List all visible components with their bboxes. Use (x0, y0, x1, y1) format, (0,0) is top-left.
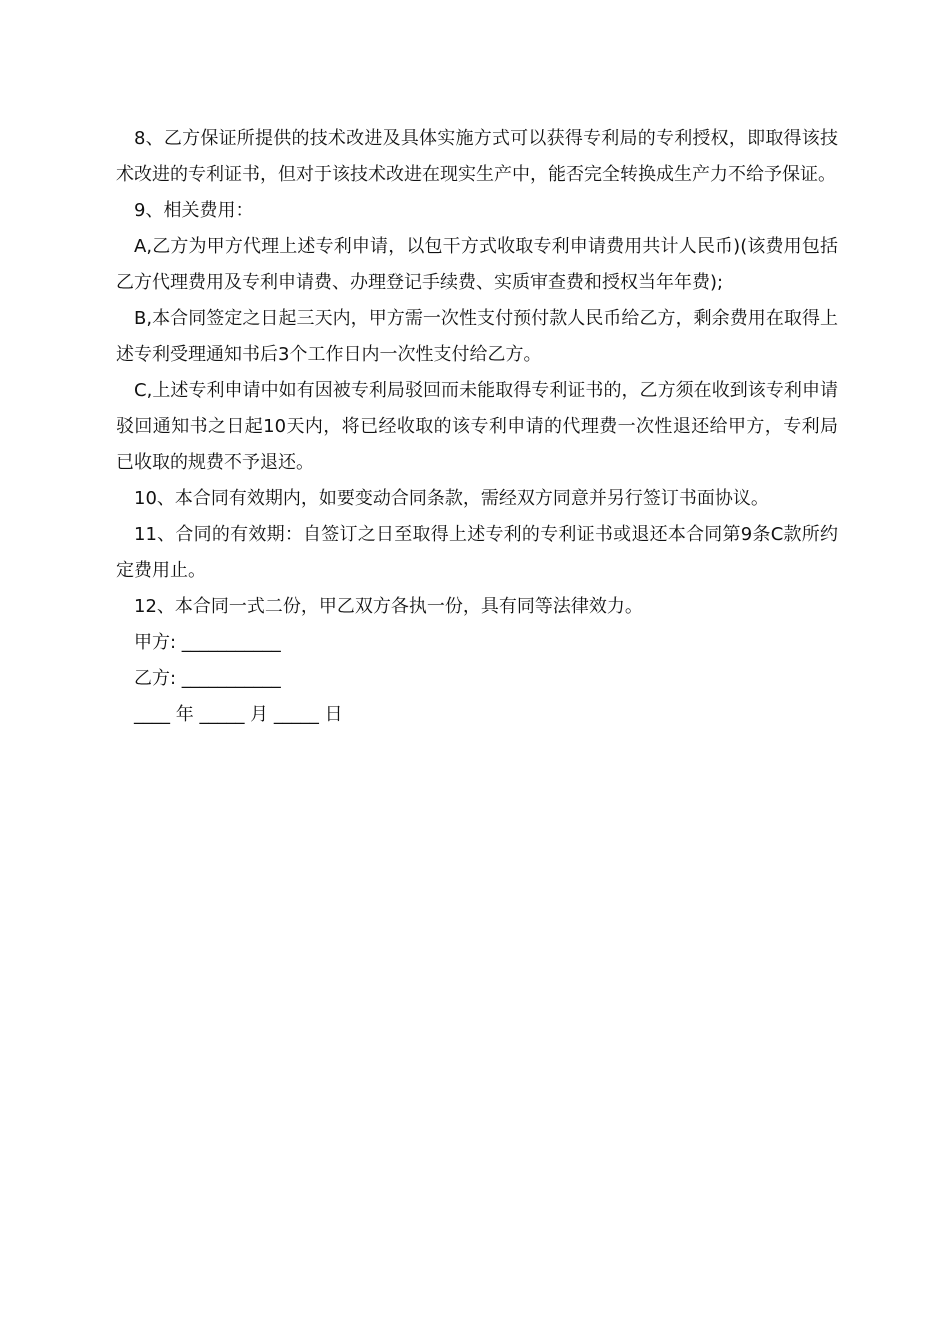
clause-9-a: A,乙方为甲方代理上述专利申请，以包干方式收取专利申请费用共计人民币)(该费用包括乙方代理费用及专利申请费、办理登记手续费、实质审查费和授权当年年费); (116, 236, 838, 293)
clause-8: 8、乙方保证所提供的技术改进及具体实施方式可以获得专利局的专利授权，即取得该技术改进的专利证书，但对于该技术改进在现实生产中，能否完全转换成生产力不给予保证。 (116, 128, 838, 185)
clause-9-b: B,本合同签定之日起三天内，甲方需一次性支付预付款人民币给乙方，剩余费用在取得上述专利受理通知书后3个工作日内一次性支付给乙方。 (116, 308, 838, 365)
party-a-signature-line: 甲方: ___________ (134, 632, 281, 653)
clause-12: 12、本合同一式二份，甲乙双方各执一份，具有同等法律效力。 (134, 596, 643, 617)
clause-9-c: C,上述专利申请中如有因被专利局驳回而未能取得专利证书的，乙方须在收到该专利申请驳回通知书之日起10天内，将已经收取的该专利申请的代理费一次性退还给甲方，专利局已收取的规费不予退还。 (116, 380, 838, 473)
clause-9-heading: 9、相关费用： (134, 200, 254, 221)
party-b-signature-line: 乙方: ___________ (134, 668, 281, 689)
date-line: ____ 年 _____ 月 _____ 日 (134, 704, 343, 725)
contract-page (116, 121, 838, 733)
clause-11: 11、合同的有效期：自签订之日至取得上述专利的专利证书或退还本合同第9条C款所约定费用止。 (116, 524, 838, 581)
clause-10: 10、本合同有效期内，如要变动合同条款，需经双方同意并另行签订书面协议。 (134, 488, 769, 509)
